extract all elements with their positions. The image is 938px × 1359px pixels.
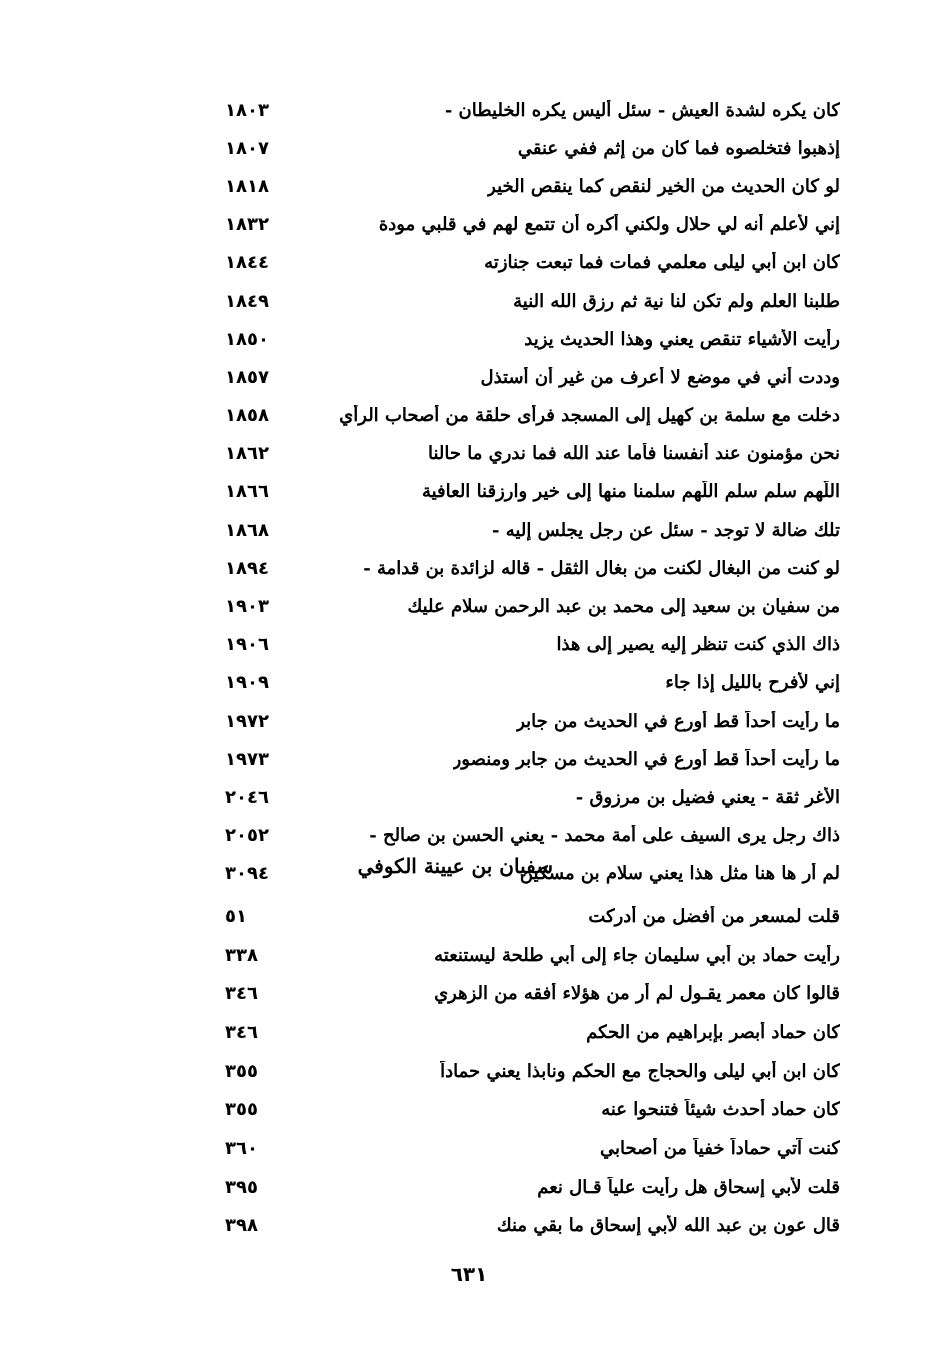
entry-reference-number: ١٨١٨ <box>225 175 269 197</box>
entry-reference-number: ١٨٥٠ <box>225 328 269 350</box>
index-entry <box>225 91 840 129</box>
index-entry <box>225 1168 840 1207</box>
entry-reference-number: ١٩٠٣ <box>225 596 269 618</box>
entry-text: ما رأيت أحداً قط أورع في الحديث من جابر <box>516 710 840 732</box>
entry-reference-number: ٢٠٥٢ <box>225 825 269 847</box>
index-entry <box>225 435 840 473</box>
index-entry <box>225 282 840 320</box>
entry-reference-number: ١٨٠٣ <box>225 99 269 121</box>
entry-reference-number: ١٨٤٩ <box>225 290 269 312</box>
index-entry <box>225 702 840 740</box>
entry-reference-number: ٣٣٨ <box>225 944 258 966</box>
entry-reference-number: ١٨٠٧ <box>225 137 269 159</box>
index-section-1 <box>225 91 840 893</box>
entry-text: كان حماد أبصر بإبراهيم من الحكم <box>586 1021 840 1043</box>
entry-text: تلك ضالة لا توجد - سئل عن رجل يجلس إليه - <box>492 519 840 541</box>
entry-reference-number: ٣٤٦ <box>225 1021 258 1043</box>
index-entry <box>225 626 840 664</box>
index-entry <box>225 974 840 1013</box>
entry-text: كنت آتي حماداً خفياً من أصحابي <box>600 1137 840 1159</box>
entry-reference-number: ١٨٦٢ <box>225 443 269 465</box>
entry-reference-number: ٣٥٥ <box>225 1060 258 1082</box>
entry-reference-number: ١٩٧٢ <box>225 710 269 732</box>
entry-text: اللّهم سلم سلم اللّهم سلمنا منها إلى خير وارزقنا العافية <box>421 481 840 503</box>
page-number: ٦٣١ <box>450 1262 488 1286</box>
entry-text: إذهبوا فتخلصوه فما كان من إثم ففي عنقي <box>517 137 840 159</box>
index-entry <box>225 1013 840 1052</box>
index-entry <box>225 167 840 205</box>
entry-text: نحن مؤمنون عند أنفسنا فأما عند الله فما ندري ما حالنا <box>427 443 840 465</box>
entry-text: قلت لأبي إسحاق هل رأيت علياً قـال نعم <box>537 1176 840 1198</box>
entry-reference-number: ٣٦٠ <box>225 1137 258 1159</box>
index-entry <box>225 206 840 244</box>
entry-reference-number: ٣٩٥ <box>225 1176 258 1198</box>
entry-text: ذاك الذي كنت تنظر إليه يصير إلى هذا <box>556 634 840 656</box>
entry-reference-number: ١٨٥٧ <box>225 366 269 388</box>
entry-reference-number: ١٨٦٨ <box>225 519 269 541</box>
index-entry <box>225 778 840 816</box>
entry-reference-number: ١٩٧٣ <box>225 748 269 770</box>
entry-text: من سفيان بن سعيد إلى محمد بن عبد الرحمن سلام عليك <box>407 596 840 618</box>
index-entry <box>225 549 840 587</box>
index-entry <box>225 1129 840 1168</box>
entry-reference-number: ١٩٠٦ <box>225 634 269 656</box>
section-heading: سفيان بن عيينة الكوفي <box>357 854 553 878</box>
index-section-2 <box>225 897 840 1245</box>
index-entry <box>225 1207 840 1246</box>
index-entry <box>225 740 840 778</box>
entry-text: كان حماد أحدث شيئاً فتنحوا عنه <box>601 1099 840 1121</box>
index-entry <box>225 897 840 936</box>
index-entry <box>225 587 840 625</box>
entry-text: قالوا كان معمر يقـول لم أر من هؤلاء أفقه من الزهري <box>434 983 840 1005</box>
index-entry <box>225 664 840 702</box>
entry-text: إني لأعلم أنه لي حلال ولكني أكره أن تتمع لهم في قلبي مودة <box>378 214 840 236</box>
entry-text: قال عون بن عبد الله لأبي إسحاق ما بقي منك <box>496 1215 840 1237</box>
entry-text: لم أر ها هنا مثل هذا يعني سلام بن مسكين <box>519 863 840 885</box>
entry-reference-number: ١٨٦٦ <box>225 481 269 503</box>
entry-text: إني لأفرح بالليل إذا جاء <box>665 672 840 694</box>
entry-reference-number: ١٨٤٤ <box>225 252 269 274</box>
index-entry <box>225 817 840 855</box>
entry-reference-number: ١٩٠٩ <box>225 672 269 694</box>
entry-reference-number: ٣٩٨ <box>225 1215 258 1237</box>
entry-reference-number: ١٨٥٨ <box>225 405 269 427</box>
entry-reference-number: ٣٥٥ <box>225 1099 258 1121</box>
index-entry <box>225 1052 840 1091</box>
entry-reference-number: ٣٤٦ <box>225 983 258 1005</box>
index-entry <box>225 358 840 396</box>
index-entry <box>225 473 840 511</box>
entry-text: طلبنا العلم ولم تكن لنا نية ثم رزق الله النية <box>513 290 840 312</box>
index-entry <box>225 1090 840 1129</box>
index-entry <box>225 511 840 549</box>
entry-text: وددت أني في موضع لا أعرف من غير أن أستذل <box>480 366 840 388</box>
entry-reference-number: ٣٠٩٤ <box>225 863 269 885</box>
entry-text: الأغر ثقة - يعني فضيل بن مرزوق - <box>575 786 840 808</box>
index-entry <box>225 936 840 975</box>
entry-text: لو كنت من البغال لكنت من بغال الثقل - قاله لزائدة بن قدامة - <box>363 557 840 579</box>
entry-text: رأيت الأشياء تنقص يعني وهذا الحديث يزيد <box>524 328 840 350</box>
entry-text: رأيت حماد بن أبي سليمان جاء إلى أبي طلحة ليستنعته <box>434 944 840 966</box>
entry-text: لو كان الحديث من الخير لنقص كما ينقص الخير <box>487 175 840 197</box>
entry-text: كان ابن أبي ليلى والحجاج مع الحكم ونابذا يعني حماداً <box>440 1060 840 1082</box>
entry-reference-number: ٥١ <box>225 905 247 927</box>
index-entry <box>225 320 840 358</box>
entry-text: ما رأيت أحداً قط أورع في الحديث من جابر ومنصور <box>452 748 840 770</box>
index-entry <box>225 397 840 435</box>
entry-text: دخلت مع سلمة بن كهيل إلى المسجد فرأى حلقة من أصحاب الرأي <box>339 405 840 427</box>
index-entry <box>225 129 840 167</box>
entry-text: قلت لمسعر من أفضل من أدركت <box>588 905 840 927</box>
entry-reference-number: ٢٠٤٦ <box>225 786 269 808</box>
index-entry <box>225 244 840 282</box>
entry-reference-number: ١٨٩٤ <box>225 557 269 579</box>
entry-text: ذاك رجل يرى السيف على أمة محمد - يعني الحسن بن صالح - <box>369 825 840 847</box>
entry-reference-number: ١٨٣٢ <box>225 214 269 236</box>
entry-text: كان يكره لشدة العيش - سئل أليس يكره الخليطان - <box>444 99 840 121</box>
entry-text: كان ابن أبي ليلى معلمي فمات فما تبعت جنازته <box>484 252 840 274</box>
